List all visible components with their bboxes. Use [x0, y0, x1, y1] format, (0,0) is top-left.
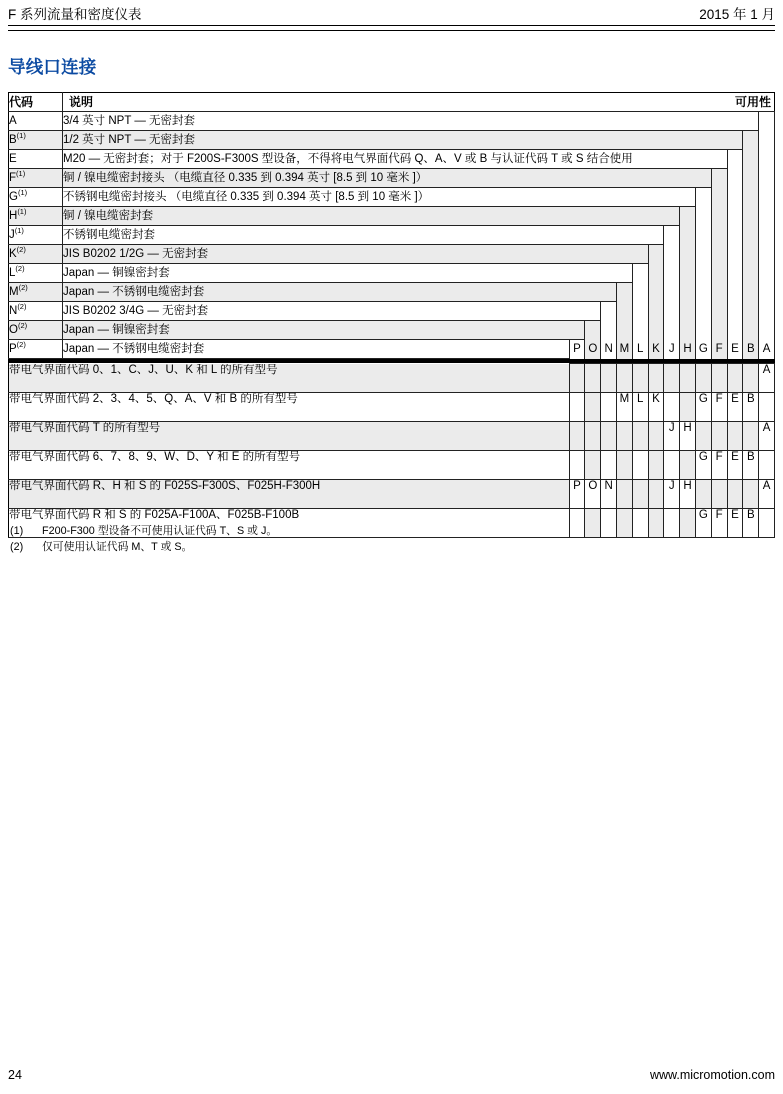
availability-letter-cell: F — [711, 509, 727, 538]
availability-strip-cell — [727, 283, 743, 302]
availability-letter-cell: M — [617, 393, 633, 422]
availability-column-letter: G — [695, 340, 711, 359]
matrix-row — [9, 422, 775, 451]
availability-strip-cell — [743, 188, 759, 207]
availability-empty-cell — [601, 393, 617, 422]
description-cell: 1/2 英寸 NPT — 无密封套 — [63, 131, 743, 150]
availability-table — [8, 92, 775, 538]
header-availability: 可用性 — [734, 94, 771, 109]
availability-strip-cell — [601, 302, 617, 321]
availability-column-letter: A — [759, 340, 775, 359]
availability-strip-cell — [711, 245, 727, 264]
availability-empty-cell — [695, 480, 711, 509]
document-title: F 系列流量和密度仪表 — [8, 7, 142, 22]
footnote-reference: (2) — [16, 244, 26, 254]
header-description: 说明 — [69, 94, 94, 109]
availability-empty-cell — [632, 422, 648, 451]
availability-strip-cell — [759, 302, 775, 321]
availability-empty-cell — [711, 422, 727, 451]
availability-letter-cell: A — [759, 422, 775, 451]
availability-empty-cell — [617, 451, 633, 480]
availability-empty-cell — [585, 422, 601, 451]
availability-strip-cell — [743, 302, 759, 321]
description-cell: M20 — 无密封套；对于 F200S-F300S 型设备，不得将电气界面代码 Q、A、V 或 B 与认证代码 T 或 S 结合使用 — [63, 150, 728, 169]
availability-strip-cell — [711, 169, 727, 188]
availability-empty-cell — [585, 451, 601, 480]
availability-empty-cell — [759, 451, 775, 480]
availability-strip-cell — [695, 283, 711, 302]
code-cell: M$^{(2)}$ — [9, 283, 63, 302]
availability-letter-cell: B — [743, 451, 759, 480]
availability-empty-cell — [664, 451, 680, 480]
code-cell: E — [9, 150, 63, 169]
availability-strip-cell — [727, 264, 743, 283]
availability-strip-cell — [759, 150, 775, 169]
availability-empty-cell — [664, 364, 680, 393]
footnote-reference: (1) — [17, 187, 28, 197]
availability-strip-cell — [695, 188, 711, 207]
availability-empty-cell — [601, 509, 617, 538]
matrix-description-cell: 带电气界面代码 R 和 S 的 F025A-F100A、F025B-F100B — [9, 509, 570, 538]
matrix-row — [9, 480, 775, 509]
matrix-row — [9, 393, 775, 422]
availability-column-letter: L — [632, 340, 648, 359]
description-cell: 铜 / 镍电缆密封套 — [63, 207, 680, 226]
availability-empty-cell — [632, 480, 648, 509]
availability-letter-cell: N — [601, 480, 617, 509]
availability-strip-cell — [759, 169, 775, 188]
availability-strip-cell — [632, 302, 648, 321]
availability-empty-cell — [664, 393, 680, 422]
availability-strip-cell — [727, 207, 743, 226]
availability-empty-cell — [711, 480, 727, 509]
availability-strip-cell — [680, 264, 696, 283]
availability-strip-cell — [648, 245, 664, 264]
availability-strip-cell — [743, 131, 759, 150]
matrix-description-cell: 带电气界面代码 2、3、4、5、Q、A、V 和 B 的所有型号 — [9, 393, 570, 422]
availability-strip-cell — [743, 150, 759, 169]
availability-empty-cell — [727, 422, 743, 451]
availability-column-letter: F — [711, 340, 727, 359]
availability-strip-cell — [711, 264, 727, 283]
availability-strip-cell — [759, 112, 775, 131]
footnote-reference: (1) — [17, 206, 27, 216]
availability-empty-cell — [695, 422, 711, 451]
availability-empty-cell — [585, 364, 601, 393]
availability-empty-cell — [648, 422, 664, 451]
availability-empty-cell — [585, 393, 601, 422]
code-row-A — [9, 112, 775, 131]
availability-empty-cell — [648, 364, 664, 393]
availability-strip-cell — [695, 207, 711, 226]
availability-strip-cell — [648, 283, 664, 302]
conduit-connections-table — [8, 92, 775, 538]
availability-strip-cell — [632, 264, 648, 283]
code-row-O — [9, 321, 775, 340]
availability-strip-cell — [617, 302, 633, 321]
code-cell: G$^{(1)}$ — [9, 188, 63, 207]
availability-strip-cell — [727, 188, 743, 207]
description-cell: JIS B0202 3/4G — 无密封套 — [63, 302, 601, 321]
page-footer — [8, 1068, 775, 1082]
availability-strip-cell — [743, 226, 759, 245]
matrix-row — [9, 364, 775, 393]
availability-strip-cell — [727, 245, 743, 264]
availability-letter-cell: E — [727, 509, 743, 538]
footnote-reference: (1) — [16, 130, 26, 140]
footnote-reference: (2) — [16, 339, 26, 349]
code-cell: L$^{(2)}$ — [9, 264, 63, 283]
availability-strip-cell — [695, 245, 711, 264]
availability-letter-cell: F — [711, 393, 727, 422]
matrix-description-cell: 带电气界面代码 T 的所有型号 — [9, 422, 570, 451]
availability-strip-cell — [711, 207, 727, 226]
code-cell: H$^{(1)}$ — [9, 207, 63, 226]
footnote-1 — [10, 523, 277, 539]
code-row-P — [9, 340, 775, 359]
availability-letter-cell: O — [585, 480, 601, 509]
availability-strip-cell — [759, 131, 775, 150]
availability-strip-cell — [711, 283, 727, 302]
matrix-description-cell: 带电气界面代码 R、H 和 S 的 F025S-F300S、F025H-F300H — [9, 480, 570, 509]
availability-strip-cell — [743, 264, 759, 283]
availability-strip-cell — [743, 207, 759, 226]
availability-strip-cell — [680, 226, 696, 245]
code-row-H — [9, 207, 775, 226]
availability-strip-cell — [743, 283, 759, 302]
availability-strip-cell — [680, 245, 696, 264]
availability-empty-cell — [743, 364, 759, 393]
availability-empty-cell — [680, 451, 696, 480]
availability-column-letter: H — [680, 340, 696, 359]
code-row-E — [9, 150, 775, 169]
availability-empty-cell — [743, 422, 759, 451]
availability-letter-cell: G — [695, 451, 711, 480]
availability-column-letter: E — [727, 340, 743, 359]
description-cell: 不锈钢电缆密封套 — [63, 226, 664, 245]
document-date: 2015 年 1 月 — [699, 7, 775, 22]
availability-column-letter: J — [664, 340, 680, 359]
availability-letter-cell: H — [680, 480, 696, 509]
availability-strip-cell — [743, 245, 759, 264]
header-code: 代码 — [9, 93, 63, 112]
footnote-reference: (2) — [17, 301, 27, 311]
code-cell: A — [9, 112, 63, 131]
availability-empty-cell — [680, 509, 696, 538]
matrix-row — [9, 451, 775, 480]
availability-empty-cell — [711, 364, 727, 393]
description-cell: 铜 / 镍电缆密封接头 （电缆直径 0.335 到 0.394 英寸 [8.5 到 10 毫米 ]） — [63, 169, 712, 188]
availability-empty-cell — [632, 451, 648, 480]
availability-strip-cell — [664, 264, 680, 283]
matrix-description-cell: 带电气界面代码 0、1、C、J、U、K 和 L 的所有型号 — [9, 364, 570, 393]
availability-empty-cell — [569, 393, 585, 422]
availability-letter-cell: J — [664, 480, 680, 509]
availability-strip-cell — [664, 245, 680, 264]
availability-empty-cell — [617, 364, 633, 393]
availability-strip-cell — [711, 321, 727, 340]
description-cell: 3/4 英寸 NPT — 无密封套 — [63, 112, 759, 131]
code-cell: B$^{(1)}$ — [9, 131, 63, 150]
code-row-M — [9, 283, 775, 302]
availability-empty-cell — [569, 451, 585, 480]
availability-column-letter: N — [601, 340, 617, 359]
footnote-reference: (1) — [16, 168, 26, 178]
availability-empty-cell — [664, 509, 680, 538]
availability-letter-cell: P — [569, 480, 585, 509]
availability-strip-cell — [711, 226, 727, 245]
code-row-L — [9, 264, 775, 283]
footnote-reference: (2) — [17, 320, 28, 330]
availability-column-letter: P — [569, 340, 585, 359]
availability-empty-cell — [617, 480, 633, 509]
availability-letter-cell: A — [759, 364, 775, 393]
description-cell: 不锈钢电缆密封接头 （电缆直径 0.335 到 0.394 英寸 [8.5 到 10 毫米 ]） — [63, 188, 696, 207]
availability-empty-cell — [648, 451, 664, 480]
footnote-reference: (2) — [18, 282, 28, 292]
availability-empty-cell — [601, 451, 617, 480]
availability-empty-cell — [648, 480, 664, 509]
availability-letter-cell: L — [632, 393, 648, 422]
code-row-J — [9, 226, 775, 245]
availability-empty-cell — [680, 364, 696, 393]
availability-empty-cell — [601, 364, 617, 393]
availability-strip-cell — [759, 188, 775, 207]
availability-strip-cell — [632, 321, 648, 340]
availability-empty-cell — [759, 393, 775, 422]
footnotes — [10, 523, 277, 555]
availability-letter-cell: H — [680, 422, 696, 451]
availability-letter-cell: G — [695, 393, 711, 422]
availability-strip-cell — [743, 321, 759, 340]
availability-strip-cell — [648, 264, 664, 283]
footnote-marker: (1) — [10, 525, 24, 537]
availability-strip-cell — [680, 283, 696, 302]
availability-empty-cell — [727, 364, 743, 393]
availability-strip-cell — [695, 302, 711, 321]
availability-strip-cell — [727, 302, 743, 321]
description-cell: JIS B0202 1/2G — 无密封套 — [63, 245, 649, 264]
code-row-F — [9, 169, 775, 188]
availability-strip-cell — [695, 226, 711, 245]
availability-empty-cell — [743, 480, 759, 509]
availability-strip-cell — [711, 302, 727, 321]
availability-strip-cell — [664, 283, 680, 302]
availability-letter-cell: A — [759, 480, 775, 509]
availability-empty-cell — [695, 364, 711, 393]
page-header — [8, 6, 775, 23]
availability-strip-cell — [680, 302, 696, 321]
footnote-marker: (2) — [10, 541, 24, 553]
availability-empty-cell — [569, 509, 585, 538]
availability-empty-cell — [727, 480, 743, 509]
footnote-text: F200-F300 型设备不可使用认证代码 T、S 或 J。 — [42, 525, 278, 537]
availability-column-letter: M — [617, 340, 633, 359]
code-row-N — [9, 302, 775, 321]
code-cell: P$^{(2)}$ — [9, 340, 63, 359]
availability-letter-cell: G — [695, 509, 711, 538]
availability-empty-cell — [585, 509, 601, 538]
availability-strip-cell — [664, 321, 680, 340]
matrix-description-cell: 带电气界面代码 6、7、8、9、W、D、Y 和 E 的所有型号 — [9, 451, 570, 480]
availability-strip-cell — [648, 302, 664, 321]
availability-column-letter: B — [743, 340, 759, 359]
availability-strip-cell — [727, 321, 743, 340]
code-cell: N$^{(2)}$ — [9, 302, 63, 321]
footnote-reference: (1) — [14, 225, 24, 235]
description-cell: Japan — 不锈钢电缆密封套 — [63, 340, 570, 359]
availability-strip-cell — [759, 207, 775, 226]
description-cell: Japan — 铜镍密封套 — [63, 321, 585, 340]
code-row-B — [9, 131, 775, 150]
availability-strip-cell — [632, 283, 648, 302]
availability-column-letter: K — [648, 340, 664, 359]
availability-letter-cell: B — [743, 509, 759, 538]
availability-column-letter: O — [585, 340, 601, 359]
page-title: 导线口连接 — [8, 57, 97, 77]
availability-letter-cell: B — [743, 393, 759, 422]
availability-empty-cell — [569, 364, 585, 393]
availability-strip-cell — [617, 321, 633, 340]
code-row-K — [9, 245, 775, 264]
availability-strip-cell — [711, 188, 727, 207]
availability-strip-cell — [617, 283, 633, 302]
website-url: www.micromotion.com — [649, 1068, 775, 1082]
availability-letter-cell: J — [664, 422, 680, 451]
header-rest — [63, 93, 775, 112]
availability-strip-cell — [695, 321, 711, 340]
table-header-row — [9, 93, 775, 112]
availability-strip-cell — [759, 245, 775, 264]
availability-strip-cell — [759, 321, 775, 340]
availability-strip-cell — [601, 321, 617, 340]
availability-empty-cell — [759, 509, 775, 538]
availability-strip-cell — [680, 321, 696, 340]
availability-empty-cell — [648, 509, 664, 538]
description-cell: Japan — 铜镍密封套 — [63, 264, 633, 283]
availability-empty-cell — [617, 422, 633, 451]
availability-letter-cell: F — [711, 451, 727, 480]
availability-strip-cell — [648, 321, 664, 340]
availability-letter-cell: E — [727, 393, 743, 422]
availability-strip-cell — [727, 169, 743, 188]
code-row-G — [9, 188, 775, 207]
availability-empty-cell — [569, 422, 585, 451]
availability-strip-cell — [727, 150, 743, 169]
page-number: 24 — [8, 1068, 22, 1082]
availability-strip-cell — [759, 283, 775, 302]
availability-letter-cell: K — [648, 393, 664, 422]
availability-strip-cell — [727, 226, 743, 245]
availability-empty-cell — [632, 509, 648, 538]
header-rule — [8, 25, 775, 31]
availability-empty-cell — [632, 364, 648, 393]
availability-strip-cell — [664, 302, 680, 321]
code-cell: F$^{(1)}$ — [9, 169, 63, 188]
availability-strip-cell — [695, 264, 711, 283]
availability-empty-cell — [680, 393, 696, 422]
availability-strip-cell — [743, 169, 759, 188]
code-cell: O$^{(2)}$ — [9, 321, 63, 340]
availability-empty-cell — [601, 422, 617, 451]
availability-strip-cell — [759, 226, 775, 245]
availability-empty-cell — [617, 509, 633, 538]
code-cell: K$^{(2)}$ — [9, 245, 63, 264]
footnote-text: 仅可使用认证代码 M、T 或 S。 — [42, 541, 193, 553]
availability-strip-cell — [759, 264, 775, 283]
footnote-2 — [10, 539, 277, 555]
availability-strip-cell — [585, 321, 601, 340]
availability-strip-cell — [664, 226, 680, 245]
footnote-reference: (2) — [15, 263, 25, 273]
code-cell: J$^{(1)}$ — [9, 226, 63, 245]
description-cell: Japan — 不锈钢电缆密封套 — [63, 283, 617, 302]
availability-letter-cell: E — [727, 451, 743, 480]
availability-strip-cell — [680, 207, 696, 226]
